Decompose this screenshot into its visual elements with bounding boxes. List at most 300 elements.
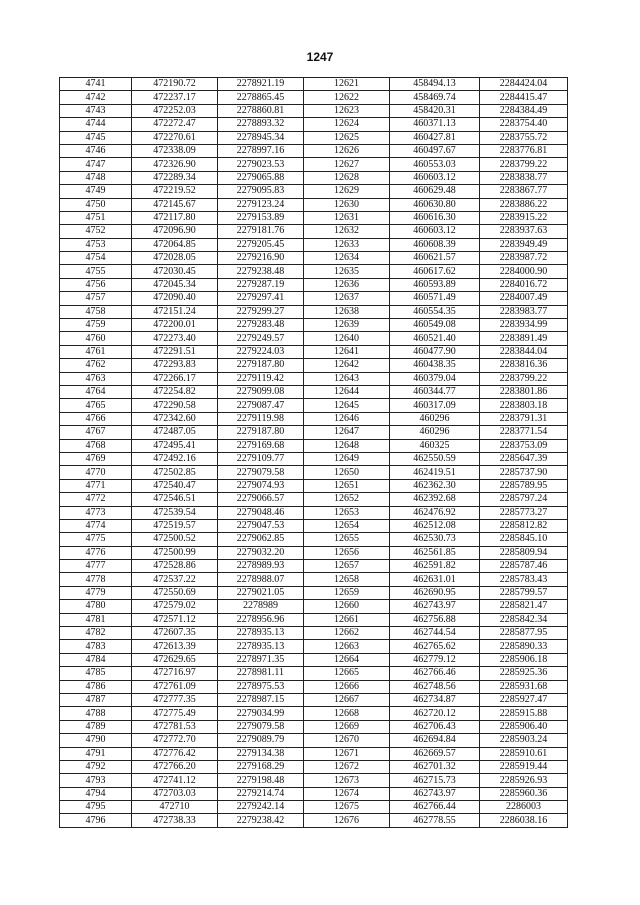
- table-cell-easting-b: 462756.88: [390, 613, 480, 626]
- table-row: [60, 801, 568, 814]
- table-cell-point-id-a: 4769: [60, 452, 132, 465]
- table-cell-point-id-a: 4749: [60, 185, 132, 198]
- table-cell-easting-a: 472293.83: [132, 359, 218, 372]
- table-cell-point-id-a: 4741: [60, 78, 132, 91]
- table-cell-northing-a: 2279047.53: [218, 519, 304, 532]
- table-cell-easting-b: 460630.80: [390, 198, 480, 211]
- table-row: [60, 613, 568, 626]
- table-cell-point-id-a: 4761: [60, 345, 132, 358]
- table-cell-easting-b: 460617.62: [390, 265, 480, 278]
- table-cell-northing-a: 2278935.13: [218, 640, 304, 653]
- table-row: [60, 345, 568, 358]
- table-cell-easting-a: 472500.52: [132, 533, 218, 546]
- table-cell-northing-b: 2283799.22: [480, 372, 568, 385]
- table-cell-point-id-a: 4781: [60, 613, 132, 626]
- table-cell-northing-a: 2279123.24: [218, 198, 304, 211]
- table-cell-northing-b: 2285809.94: [480, 546, 568, 559]
- table-cell-point-id-b: 12622: [304, 91, 390, 104]
- table-cell-northing-a: 2278921.19: [218, 78, 304, 91]
- table-cell-easting-a: 472571.12: [132, 613, 218, 626]
- table-cell-point-id-b: 12629: [304, 185, 390, 198]
- table-body: [60, 78, 568, 828]
- table-cell-northing-b: 2285903.24: [480, 734, 568, 747]
- table-row: [60, 144, 568, 157]
- table-cell-point-id-a: 4760: [60, 332, 132, 345]
- table-cell-northing-a: 2279119.42: [218, 372, 304, 385]
- table-cell-point-id-b: 12639: [304, 319, 390, 332]
- table-cell-easting-b: 462362.30: [390, 479, 480, 492]
- table-cell-northing-a: 2278975.53: [218, 680, 304, 693]
- table-cell-northing-a: 2279242.14: [218, 801, 304, 814]
- table-cell-point-id-a: 4746: [60, 144, 132, 157]
- table-cell-point-id-b: 12652: [304, 493, 390, 506]
- table-cell-easting-b: 458494.13: [390, 78, 480, 91]
- table-cell-easting-a: 472519.57: [132, 519, 218, 532]
- table-cell-easting-b: 462669.57: [390, 747, 480, 760]
- table-cell-easting-b: 460317.09: [390, 399, 480, 412]
- table-cell-easting-a: 472537.22: [132, 573, 218, 586]
- table-cell-point-id-b: 12640: [304, 332, 390, 345]
- table-cell-point-id-b: 12657: [304, 560, 390, 573]
- table-cell-point-id-b: 12647: [304, 426, 390, 439]
- table-cell-northing-b: 2283776.81: [480, 144, 568, 157]
- table-cell-point-id-a: 4777: [60, 560, 132, 573]
- table-cell-easting-a: 472539.54: [132, 506, 218, 519]
- table-cell-northing-b: 2285915.88: [480, 707, 568, 720]
- table-row: [60, 466, 568, 479]
- table-cell-easting-b: 462476.92: [390, 506, 480, 519]
- table-cell-point-id-a: 4767: [60, 426, 132, 439]
- table-cell-point-id-b: 12661: [304, 613, 390, 626]
- table-cell-northing-a: 2279109.77: [218, 452, 304, 465]
- table-cell-northing-a: 2278860.81: [218, 104, 304, 117]
- table-cell-easting-a: 472766.20: [132, 760, 218, 773]
- table-row: [60, 653, 568, 666]
- table-cell-point-id-a: 4776: [60, 546, 132, 559]
- table-cell-easting-a: 472738.33: [132, 814, 218, 827]
- table-row: [60, 305, 568, 318]
- table-cell-northing-a: 2278989.93: [218, 560, 304, 573]
- table-cell-northing-a: 2278935.13: [218, 627, 304, 640]
- table-cell-northing-b: 2285647.39: [480, 452, 568, 465]
- table-cell-easting-b: 460325: [390, 439, 480, 452]
- table-row: [60, 814, 568, 827]
- table-row: [60, 774, 568, 787]
- table-cell-northing-a: 2279048.46: [218, 506, 304, 519]
- table-cell-northing-b: 2283987.72: [480, 252, 568, 265]
- table-cell-easting-b: 460379.04: [390, 372, 480, 385]
- table-row: [60, 493, 568, 506]
- table-cell-northing-b: 2285960.36: [480, 787, 568, 800]
- table-cell-northing-b: 2284007.49: [480, 292, 568, 305]
- table-row: [60, 533, 568, 546]
- table-cell-easting-b: 462591.82: [390, 560, 480, 573]
- table-cell-northing-b: 2283915.22: [480, 211, 568, 224]
- table-cell-northing-b: 2283816.36: [480, 359, 568, 372]
- table-cell-northing-b: 2285787.46: [480, 560, 568, 573]
- table-cell-northing-b: 2285906.40: [480, 720, 568, 733]
- table-cell-easting-b: 460344.77: [390, 385, 480, 398]
- table-row: [60, 104, 568, 117]
- table-cell-point-id-b: 12632: [304, 225, 390, 238]
- table-row: [60, 238, 568, 251]
- table-row: [60, 787, 568, 800]
- table-cell-easting-a: 472064.85: [132, 238, 218, 251]
- coordinates-table: [59, 77, 568, 828]
- table-cell-northing-a: 2279297.41: [218, 292, 304, 305]
- table-cell-easting-b: 462748.56: [390, 680, 480, 693]
- table-cell-northing-b: 2286003: [480, 801, 568, 814]
- table-cell-northing-a: 2278981.11: [218, 667, 304, 680]
- table-cell-point-id-a: 4744: [60, 118, 132, 131]
- table-cell-point-id-b: 12636: [304, 278, 390, 291]
- table-cell-easting-b: 460427.81: [390, 131, 480, 144]
- table-cell-point-id-b: 12648: [304, 439, 390, 452]
- table-cell-point-id-a: 4779: [60, 586, 132, 599]
- table-cell-northing-a: 2279198.48: [218, 774, 304, 787]
- table-cell-northing-b: 2285845.10: [480, 533, 568, 546]
- page-number: 1247: [306, 50, 334, 64]
- table-cell-easting-a: 472252.03: [132, 104, 218, 117]
- table-cell-point-id-a: 4774: [60, 519, 132, 532]
- table-cell-point-id-a: 4786: [60, 680, 132, 693]
- table-cell-northing-a: 2279187.80: [218, 426, 304, 439]
- table-cell-easting-a: 472266.17: [132, 372, 218, 385]
- table-row: [60, 158, 568, 171]
- table-cell-easting-a: 472096.90: [132, 225, 218, 238]
- table-cell-northing-b: 2284424.04: [480, 78, 568, 91]
- table-cell-northing-b: 2283838.77: [480, 171, 568, 184]
- table-row: [60, 78, 568, 91]
- table-cell-easting-a: 472495.41: [132, 439, 218, 452]
- table-cell-northing-a: 2279134.38: [218, 747, 304, 760]
- table-cell-northing-a: 2279187.80: [218, 359, 304, 372]
- table-cell-northing-a: 2279238.48: [218, 265, 304, 278]
- table-cell-easting-b: 460571.49: [390, 292, 480, 305]
- table-cell-easting-a: 472045.34: [132, 278, 218, 291]
- table-cell-point-id-b: 12660: [304, 600, 390, 613]
- table-row: [60, 91, 568, 104]
- table-cell-point-id-b: 12651: [304, 479, 390, 492]
- table-cell-northing-a: 2279169.68: [218, 439, 304, 452]
- table-cell-point-id-a: 4753: [60, 238, 132, 251]
- table-cell-easting-a: 472579.02: [132, 600, 218, 613]
- table-cell-northing-a: 2279181.76: [218, 225, 304, 238]
- table-cell-northing-a: 2278989: [218, 600, 304, 613]
- table-cell-point-id-a: 4773: [60, 506, 132, 519]
- table-cell-point-id-b: 12637: [304, 292, 390, 305]
- table-cell-northing-b: 2283891.49: [480, 332, 568, 345]
- table-row: [60, 171, 568, 184]
- table-cell-easting-a: 472629.65: [132, 653, 218, 666]
- table-row: [60, 278, 568, 291]
- table-cell-easting-a: 472546.51: [132, 493, 218, 506]
- table-row: [60, 412, 568, 425]
- table-cell-easting-b: 462701.32: [390, 760, 480, 773]
- table-cell-northing-a: 2278987.15: [218, 693, 304, 706]
- table-cell-northing-b: 2285910.61: [480, 747, 568, 760]
- table-cell-point-id-b: 12638: [304, 305, 390, 318]
- table-cell-easting-b: 460296: [390, 426, 480, 439]
- table-cell-northing-a: 2279095.83: [218, 185, 304, 198]
- table-cell-northing-b: 2285877.95: [480, 627, 568, 640]
- table-row: [60, 479, 568, 492]
- table-cell-northing-b: 2283753.09: [480, 439, 568, 452]
- table-cell-northing-b: 2283799.22: [480, 158, 568, 171]
- table-cell-easting-b: 462765.62: [390, 640, 480, 653]
- table-cell-point-id-b: 12626: [304, 144, 390, 157]
- table-cell-easting-a: 472151.24: [132, 305, 218, 318]
- table-cell-point-id-a: 4756: [60, 278, 132, 291]
- table-cell-easting-a: 472761.09: [132, 680, 218, 693]
- table-cell-point-id-b: 12668: [304, 707, 390, 720]
- table-cell-easting-b: 460593.89: [390, 278, 480, 291]
- table-cell-easting-a: 472716.97: [132, 667, 218, 680]
- table-cell-northing-a: 2279153.89: [218, 211, 304, 224]
- table-cell-northing-a: 2279216.90: [218, 252, 304, 265]
- table-cell-point-id-b: 12644: [304, 385, 390, 398]
- table-row: [60, 600, 568, 613]
- table-cell-easting-a: 472117.80: [132, 211, 218, 224]
- table-cell-point-id-a: 4758: [60, 305, 132, 318]
- table-cell-northing-a: 2279224.03: [218, 345, 304, 358]
- table-cell-northing-b: 2283934.99: [480, 319, 568, 332]
- table-cell-northing-b: 2286038.16: [480, 814, 568, 827]
- table-cell-northing-b: 2285812.82: [480, 519, 568, 532]
- table-cell-northing-b: 2285789.95: [480, 479, 568, 492]
- table-cell-northing-a: 2279238.42: [218, 814, 304, 827]
- table-cell-easting-b: 460521.40: [390, 332, 480, 345]
- table-cell-easting-a: 472741.12: [132, 774, 218, 787]
- table-cell-northing-b: 2283801.86: [480, 385, 568, 398]
- table-cell-easting-b: 462743.97: [390, 787, 480, 800]
- table-cell-point-id-a: 4771: [60, 479, 132, 492]
- table-cell-easting-a: 472237.17: [132, 91, 218, 104]
- table-cell-easting-a: 472502.85: [132, 466, 218, 479]
- table-cell-point-id-a: 4783: [60, 640, 132, 653]
- table-cell-point-id-b: 12658: [304, 573, 390, 586]
- table-cell-northing-b: 2283844.04: [480, 345, 568, 358]
- table-cell-northing-a: 2279283.48: [218, 319, 304, 332]
- table-cell-point-id-a: 4787: [60, 693, 132, 706]
- table-cell-northing-b: 2283949.49: [480, 238, 568, 251]
- table-cell-easting-a: 472776.42: [132, 747, 218, 760]
- table-cell-easting-b: 462734.87: [390, 693, 480, 706]
- table-cell-easting-a: 472703.03: [132, 787, 218, 800]
- table-cell-easting-a: 472492.16: [132, 452, 218, 465]
- table-cell-point-id-b: 12656: [304, 546, 390, 559]
- table-cell-northing-b: 2283867.77: [480, 185, 568, 198]
- table-cell-easting-a: 472290.58: [132, 399, 218, 412]
- table-cell-easting-b: 462561.85: [390, 546, 480, 559]
- table-cell-easting-b: 460553.03: [390, 158, 480, 171]
- table-cell-northing-a: 2279299.27: [218, 305, 304, 318]
- table-cell-northing-a: 2279205.45: [218, 238, 304, 251]
- table-row: [60, 198, 568, 211]
- table-cell-easting-b: 462720.12: [390, 707, 480, 720]
- table-row: [60, 747, 568, 760]
- table-row: [60, 319, 568, 332]
- table-row: [60, 640, 568, 653]
- table-cell-easting-a: 472289.34: [132, 171, 218, 184]
- table-cell-northing-b: 2283803.18: [480, 399, 568, 412]
- table-cell-easting-a: 472338.09: [132, 144, 218, 157]
- table-row: [60, 211, 568, 224]
- table-cell-easting-b: 462694.84: [390, 734, 480, 747]
- table-cell-easting-b: 460554.35: [390, 305, 480, 318]
- table-cell-point-id-a: 4747: [60, 158, 132, 171]
- table-cell-easting-a: 472200.01: [132, 319, 218, 332]
- table-cell-northing-b: 2285925.36: [480, 667, 568, 680]
- table-cell-northing-a: 2278997.16: [218, 144, 304, 157]
- table-row: [60, 667, 568, 680]
- table-cell-easting-b: 460549.08: [390, 319, 480, 332]
- table-cell-northing-b: 2284415.47: [480, 91, 568, 104]
- table-cell-point-id-a: 4788: [60, 707, 132, 720]
- table-cell-point-id-a: 4748: [60, 171, 132, 184]
- table-cell-northing-a: 2279034.99: [218, 707, 304, 720]
- table-row: [60, 760, 568, 773]
- table-cell-point-id-a: 4751: [60, 211, 132, 224]
- table-cell-northing-a: 2278956.96: [218, 613, 304, 626]
- table-row: [60, 131, 568, 144]
- table-cell-northing-a: 2279089.79: [218, 734, 304, 747]
- table-cell-easting-b: 462631.01: [390, 573, 480, 586]
- table-cell-easting-b: 462706.43: [390, 720, 480, 733]
- table-cell-point-id-b: 12630: [304, 198, 390, 211]
- table-cell-point-id-b: 12676: [304, 814, 390, 827]
- table-cell-northing-b: 2285906.18: [480, 653, 568, 666]
- table-cell-northing-a: 2279079.58: [218, 466, 304, 479]
- table-cell-point-id-b: 12634: [304, 252, 390, 265]
- table-cell-easting-b: 460621.57: [390, 252, 480, 265]
- table-cell-point-id-a: 4770: [60, 466, 132, 479]
- table-cell-point-id-a: 4796: [60, 814, 132, 827]
- table-cell-point-id-a: 4768: [60, 439, 132, 452]
- table-cell-easting-b: 462778.55: [390, 814, 480, 827]
- table-cell-northing-a: 2279249.57: [218, 332, 304, 345]
- table-row: [60, 680, 568, 693]
- table-cell-point-id-b: 12672: [304, 760, 390, 773]
- table-cell-easting-a: 472028.05: [132, 252, 218, 265]
- table-cell-northing-b: 2283755.72: [480, 131, 568, 144]
- table-cell-point-id-a: 4754: [60, 252, 132, 265]
- table-cell-point-id-b: 12654: [304, 519, 390, 532]
- table-row: [60, 332, 568, 345]
- table-cell-point-id-a: 4762: [60, 359, 132, 372]
- table-cell-easting-a: 472254.82: [132, 385, 218, 398]
- table-cell-northing-b: 2285783.43: [480, 573, 568, 586]
- table-cell-easting-a: 472550.69: [132, 586, 218, 599]
- table-cell-northing-a: 2278988.07: [218, 573, 304, 586]
- table-cell-easting-b: 460296: [390, 412, 480, 425]
- table-row: [60, 252, 568, 265]
- table-cell-northing-a: 2279119.98: [218, 412, 304, 425]
- table-cell-point-id-b: 12650: [304, 466, 390, 479]
- table-cell-point-id-b: 12625: [304, 131, 390, 144]
- table-cell-easting-a: 472291.51: [132, 345, 218, 358]
- table-row: [60, 372, 568, 385]
- table-cell-easting-a: 472540.47: [132, 479, 218, 492]
- table-cell-easting-a: 472342.60: [132, 412, 218, 425]
- table-cell-point-id-a: 4785: [60, 667, 132, 680]
- table-cell-easting-b: 462743.97: [390, 600, 480, 613]
- table-cell-point-id-b: 12665: [304, 667, 390, 680]
- table-cell-easting-b: 462744.54: [390, 627, 480, 640]
- table-cell-point-id-b: 12621: [304, 78, 390, 91]
- table-cell-point-id-a: 4780: [60, 600, 132, 613]
- table-cell-easting-a: 472145.67: [132, 198, 218, 211]
- table-cell-northing-a: 2279065.88: [218, 171, 304, 184]
- table-row: [60, 399, 568, 412]
- table-cell-northing-b: 2284016.72: [480, 278, 568, 291]
- table-cell-point-id-a: 4793: [60, 774, 132, 787]
- table-cell-easting-a: 472613.39: [132, 640, 218, 653]
- table-cell-easting-b: 462392.68: [390, 493, 480, 506]
- table-cell-easting-b: 460608.39: [390, 238, 480, 251]
- table-cell-easting-a: 472030.45: [132, 265, 218, 278]
- table-cell-northing-a: 2278865.45: [218, 91, 304, 104]
- table-cell-point-id-b: 12663: [304, 640, 390, 653]
- table-cell-easting-a: 472270.61: [132, 131, 218, 144]
- table-cell-easting-a: 472272.47: [132, 118, 218, 131]
- table-cell-easting-b: 462512.08: [390, 519, 480, 532]
- table-cell-northing-a: 2278893.32: [218, 118, 304, 131]
- table-cell-northing-b: 2285821.47: [480, 600, 568, 613]
- table-cell-point-id-a: 4766: [60, 412, 132, 425]
- table-row: [60, 118, 568, 131]
- table-cell-point-id-a: 4784: [60, 653, 132, 666]
- table-cell-point-id-b: 12659: [304, 586, 390, 599]
- table-cell-easting-b: 460497.67: [390, 144, 480, 157]
- table-row: [60, 720, 568, 733]
- table-cell-easting-b: 460477.90: [390, 345, 480, 358]
- table-row: [60, 506, 568, 519]
- table-cell-easting-a: 472326.90: [132, 158, 218, 171]
- table-cell-point-id-a: 4757: [60, 292, 132, 305]
- table-row: [60, 573, 568, 586]
- table-cell-point-id-b: 12642: [304, 359, 390, 372]
- table-cell-point-id-a: 4791: [60, 747, 132, 760]
- table-cell-point-id-a: 4795: [60, 801, 132, 814]
- table-cell-point-id-a: 4743: [60, 104, 132, 117]
- table-cell-easting-a: 472090.40: [132, 292, 218, 305]
- table-cell-easting-a: 472710: [132, 801, 218, 814]
- table-cell-easting-b: 462530.73: [390, 533, 480, 546]
- table-cell-northing-a: 2278945.34: [218, 131, 304, 144]
- table-row: [60, 225, 568, 238]
- table-cell-northing-b: 2285799.57: [480, 586, 568, 599]
- table-cell-northing-b: 2285890.33: [480, 640, 568, 653]
- table-cell-point-id-a: 4775: [60, 533, 132, 546]
- table-cell-point-id-b: 12649: [304, 452, 390, 465]
- table-cell-northing-a: 2279032.20: [218, 546, 304, 559]
- table-row: [60, 265, 568, 278]
- table-cell-point-id-b: 12666: [304, 680, 390, 693]
- table-cell-point-id-a: 4745: [60, 131, 132, 144]
- table-cell-easting-b: 458469.74: [390, 91, 480, 104]
- table-cell-point-id-a: 4794: [60, 787, 132, 800]
- table-cell-northing-b: 2284384.49: [480, 104, 568, 117]
- table-cell-northing-b: 2283886.22: [480, 198, 568, 211]
- table-cell-point-id-b: 12675: [304, 801, 390, 814]
- table-cell-point-id-b: 12669: [304, 720, 390, 733]
- table-cell-easting-b: 460629.48: [390, 185, 480, 198]
- table-cell-point-id-b: 12674: [304, 787, 390, 800]
- table-row: [60, 385, 568, 398]
- table-row: [60, 586, 568, 599]
- table-cell-point-id-a: 4782: [60, 627, 132, 640]
